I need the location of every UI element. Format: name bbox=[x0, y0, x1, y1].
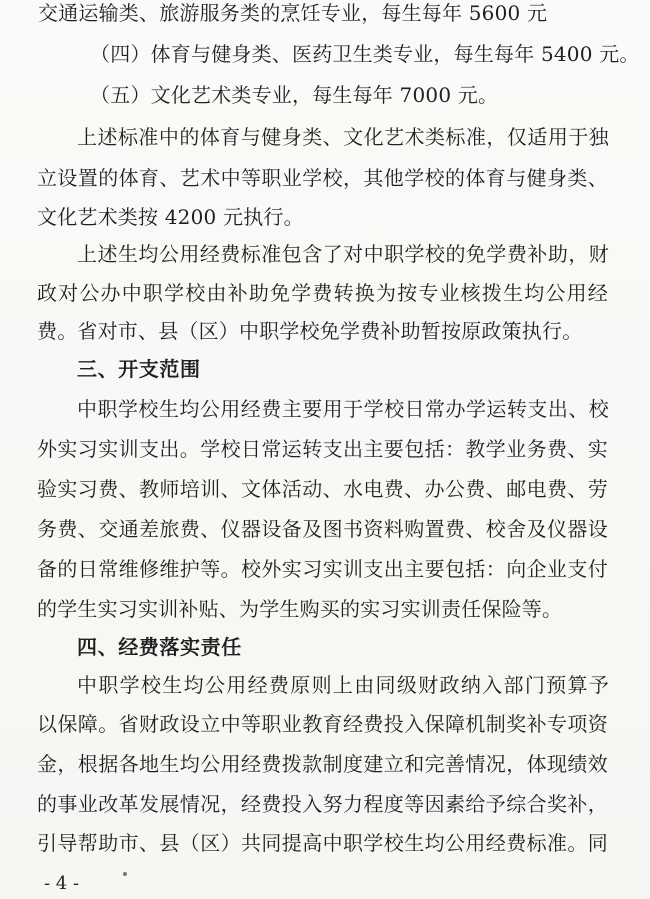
paragraph-line: 的事业改革发展情况，经费投入努力程度等因素给予综合奖补， bbox=[37, 792, 608, 816]
section-heading: 四、经费落实责任 bbox=[77, 635, 242, 659]
paragraph-line: 的学生实习实训补贴、为学生购买的实习实训责任保险等。 bbox=[37, 597, 563, 621]
paragraph-line: 引导帮助市、县（区）共同提高中职学校生均公用经费标准。同 bbox=[37, 831, 608, 855]
paragraph-line: 立设置的体育、艺术中等职业学校，其他学校的体育与健身类、 bbox=[37, 166, 608, 190]
paragraph-line: （四）体育与健身类、医药卫生类专业，每生每年 5400 元。 bbox=[90, 42, 640, 66]
paragraph-line: 以保障。省财政设立中等职业教育经费投入保障机制奖补专项资 bbox=[37, 712, 608, 736]
paragraph-line: 费。省对市、县（区）中职学校免学费补助暂按原政策执行。 bbox=[37, 319, 583, 343]
scan-dot bbox=[123, 872, 127, 876]
paragraph-line: 备的日常维修维护等。校外实习实训支出主要包括：向企业支付 bbox=[37, 557, 608, 581]
paragraph-line: 金，根据各地生均公用经费拨款制度建立和完善情况，体现绩效 bbox=[37, 752, 608, 776]
paragraph-line: 外实习实训支出。学校日常运转支出主要包括：教学业务费、实 bbox=[37, 437, 608, 461]
paragraph-line: 中职学校生均公用经费主要用于学校日常办学运转支出、校 bbox=[77, 397, 609, 421]
paragraph-line: （五）文化艺术类专业，每生每年 7000 元。 bbox=[90, 83, 499, 107]
page-number: - 4 - bbox=[44, 873, 80, 894]
paragraph-line: 上述生均公用经费标准包含了对中职学校的免学费补助，财 bbox=[77, 242, 609, 266]
paragraph-line: 中职学校生均公用经费原则上由同级财政纳入部门预算予 bbox=[77, 673, 609, 697]
paragraph-line: 验实习费、教师培训、文体活动、水电费、办公费、邮电费、劳 bbox=[37, 477, 608, 501]
section-heading: 三、开支范围 bbox=[77, 357, 201, 381]
paragraph-line: 务费、交通差旅费、仪器设备及图书资料购置费、校舍及仪器设 bbox=[37, 517, 608, 541]
paragraph-line: 交通运输类、旅游服务类的烹饪专业，每生每年 5600 元 bbox=[38, 1, 548, 25]
paragraph-line: 政对公办中职学校由补助免学费转换为按专业核拨生均公用经 bbox=[37, 281, 608, 305]
paragraph-line: 文化艺术类按 4200 元执行。 bbox=[37, 205, 304, 229]
paragraph-line: 上述标准中的体育与健身类、文化艺术类标准，仅适用于独 bbox=[77, 125, 609, 149]
